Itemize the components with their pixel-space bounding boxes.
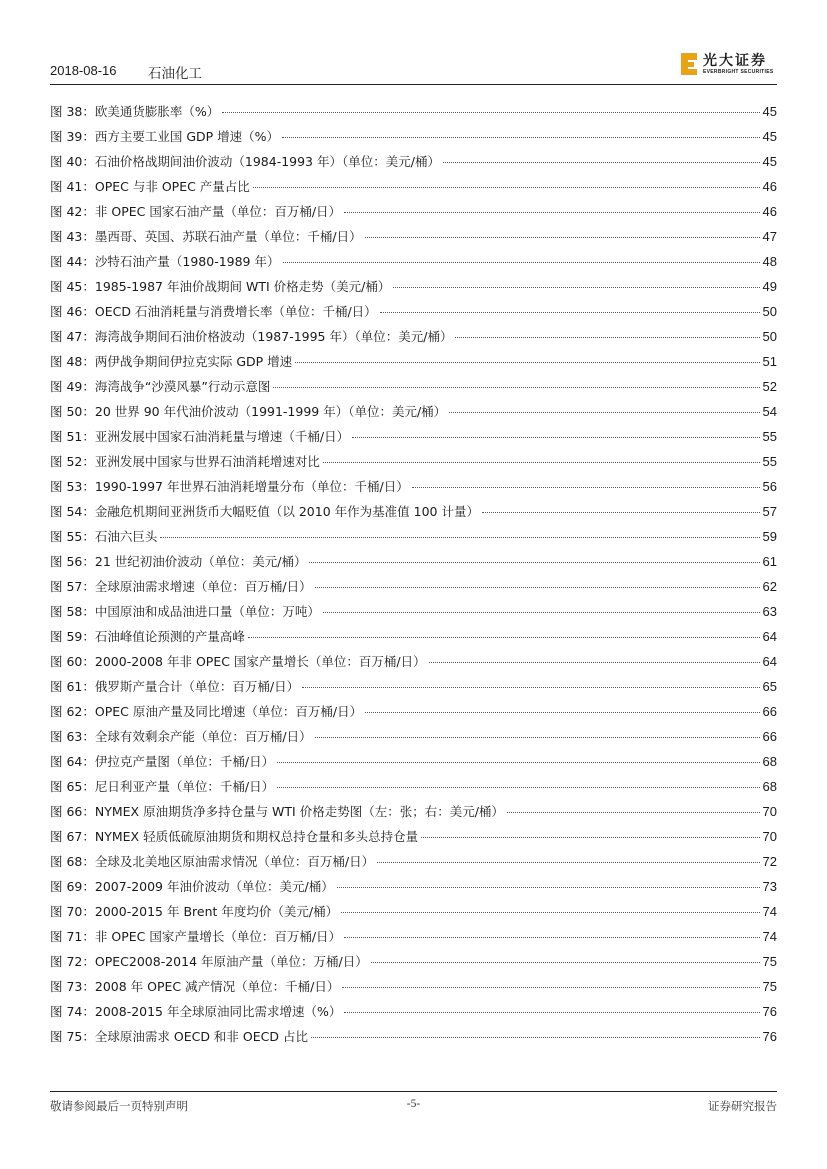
toc-entry-label: 图 71：非 OPEC 国家产量增长（单位：百万桶/日） <box>50 929 342 944</box>
toc-dot-leader <box>344 212 759 213</box>
toc-entry-label: 图 54：金融危机期间亚洲货币大幅贬值（以 2010 年作为基准值 100 计量） <box>50 504 479 519</box>
toc-entry-page: 75 <box>762 979 777 994</box>
page-header <box>50 53 777 82</box>
footer-divider <box>50 1091 777 1092</box>
toc-entry[interactable] <box>50 652 777 677</box>
toc-entry[interactable] <box>50 777 777 802</box>
toc-entry-page: 70 <box>762 804 777 819</box>
toc-entry-label: 图 41：OPEC 与非 OPEC 产量占比 <box>50 179 250 194</box>
toc-entry-label: 图 56：21 世纪初油价波动（单位：美元/桶） <box>50 554 307 569</box>
toc-entry-label: 图 50：20 世界 90 年代油价波动（1991-1999 年）（单位：美元/桶） <box>50 404 447 419</box>
toc-entry-page: 61 <box>762 554 777 569</box>
toc-entry-page: 48 <box>762 254 777 269</box>
toc-entry-label: 图 69：2007-2009 年油价波动（单位：美元/桶） <box>50 879 334 894</box>
toc-entry-label: 图 70：2000-2015 年 Brent 年度均价（美元/桶） <box>50 904 339 919</box>
toc-entry-page: 74 <box>762 929 777 944</box>
toc-dot-leader <box>421 837 759 838</box>
toc-entry-label: 图 66：NYMEX 原油期货净多持仓量与 WTI 价格走势图（左：张；右：美元/桶） <box>50 804 504 819</box>
toc-entry[interactable] <box>50 1027 777 1052</box>
toc-entry-page: 72 <box>762 854 777 869</box>
toc-entry-label: 图 75：全球原油需求 OECD 和非 OECD 占比 <box>50 1029 308 1044</box>
toc-entry-label: 图 60：2000-2008 年非 OPEC 国家产量增长（单位：百万桶/日） <box>50 654 426 669</box>
toc-dot-leader <box>352 437 759 438</box>
toc-dot-leader <box>277 762 759 763</box>
toc-entry-page: 64 <box>762 654 777 669</box>
toc-entry-label: 图 62：OPEC 原油产量及同比增速（单位：百万桶/日） <box>50 704 363 719</box>
toc-entry-page: 59 <box>762 529 777 544</box>
toc-entry-page: 55 <box>762 454 777 469</box>
toc-entry-label: 图 51：亚洲发展中国家石油消耗量与增速（千桶/日） <box>50 429 350 444</box>
toc-entry[interactable] <box>50 852 777 877</box>
toc-entry-page: 50 <box>762 329 777 344</box>
toc-dot-leader <box>337 887 760 888</box>
toc-entry-page: 68 <box>762 754 777 769</box>
toc-entry[interactable] <box>50 602 777 627</box>
toc-entry-label: 图 58：中国原油和成品油进口量（单位：万吨） <box>50 604 320 619</box>
toc-entry-page: 45 <box>762 104 777 119</box>
toc-entry-page: 47 <box>762 229 777 244</box>
toc-entry-page: 66 <box>762 729 777 744</box>
toc-dot-leader <box>253 187 760 188</box>
toc-dot-leader <box>344 1012 759 1013</box>
toc-entry-page: 64 <box>762 629 777 644</box>
toc-entry-page: 75 <box>762 954 777 969</box>
footer-page-number: -5- <box>406 1098 421 1110</box>
toc-entry[interactable] <box>50 177 777 202</box>
toc-entry-label: 图 45：1985-1987 年油价战期间 WTI 价格走势（美元/桶） <box>50 279 391 294</box>
toc-entry-page: 66 <box>762 704 777 719</box>
toc-entry[interactable] <box>50 727 777 752</box>
header-divider <box>50 84 777 85</box>
report-sector: 石油化工 <box>148 66 202 82</box>
toc-entry-label: 图 59：石油峰值论预测的产量高峰 <box>50 629 245 644</box>
footer-report-type: 证券研究报告 <box>708 1099 777 1113</box>
toc-entry-page: 49 <box>762 279 777 294</box>
toc-entry-page: 52 <box>762 379 777 394</box>
toc-entry-page: 76 <box>762 1004 777 1019</box>
toc-entry-page: 56 <box>762 479 777 494</box>
toc-dot-leader <box>323 462 760 463</box>
toc-entry-label: 图 42：非 OPEC 国家石油产量（单位：百万桶/日） <box>50 204 342 219</box>
logo-chinese-name: 光大证券 <box>703 53 767 69</box>
toc-entry-label: 图 52：亚洲发展中国家与世界石油消耗增速对比 <box>50 454 320 469</box>
toc-entry[interactable] <box>50 577 777 602</box>
toc-entry[interactable] <box>50 627 777 652</box>
toc-entry-page: 68 <box>762 779 777 794</box>
toc-dot-leader <box>273 387 759 388</box>
toc-entry-label: 图 74：2008-2015 年全球原油同比需求增速（%） <box>50 1004 342 1019</box>
toc-entry-label: 图 46：OECD 石油消耗量与消费增长率（单位：千桶/日） <box>50 304 377 319</box>
toc-entry[interactable] <box>50 502 777 527</box>
toc-dot-leader <box>344 937 759 938</box>
toc-dot-leader <box>412 487 760 488</box>
toc-entry[interactable] <box>50 527 777 552</box>
toc-dot-leader <box>160 537 759 538</box>
toc-entry-label: 图 63：全球有效剩余产能（单位：百万桶/日） <box>50 729 312 744</box>
toc-entry[interactable] <box>50 302 777 327</box>
toc-dot-leader <box>222 112 759 113</box>
toc-entry-page: 45 <box>762 154 777 169</box>
toc-entry-label: 图 53：1990-1997 年世界石油消耗增量分布（单位：千桶/日） <box>50 479 409 494</box>
toc-entry-label: 图 47：海湾战争期间石油价格波动（1987-1995 年）（单位：美元/桶） <box>50 329 453 344</box>
toc-dot-leader <box>377 862 759 863</box>
toc-dot-leader <box>323 612 760 613</box>
toc-entry-label: 图 48：两伊战争期间伊拉克实际 GDP 增速 <box>50 354 293 369</box>
toc-dot-leader <box>277 787 759 788</box>
toc-dot-leader <box>455 337 759 338</box>
toc-entry[interactable] <box>50 902 777 927</box>
toc-entry-label: 图 55：石油六巨头 <box>50 529 158 544</box>
toc-entry[interactable] <box>50 927 777 952</box>
toc-dot-leader <box>380 312 760 313</box>
toc-dot-leader <box>295 362 759 363</box>
toc-dot-leader <box>393 287 759 288</box>
toc-entry[interactable] <box>50 352 777 377</box>
toc-entry-page: 65 <box>762 679 777 694</box>
toc-dot-leader <box>302 687 759 688</box>
toc-entry-page: 46 <box>762 204 777 219</box>
toc-entry[interactable] <box>50 427 777 452</box>
toc-entry[interactable] <box>50 152 777 177</box>
toc-entry-label: 图 44：沙特石油产量（1980-1989 年） <box>50 254 280 269</box>
toc-entry[interactable] <box>50 877 777 902</box>
logo-english-name: EVERBRIGHT SECURITIES <box>703 69 774 75</box>
toc-entry[interactable] <box>50 202 777 227</box>
toc-dot-leader <box>342 987 759 988</box>
toc-entry-page: 57 <box>762 504 777 519</box>
toc-entry-label: 图 64：伊拉克产量图（单位：千桶/日） <box>50 754 275 769</box>
toc-entry-label: 图 65：尼日利亚产量（单位：千桶/日） <box>50 779 275 794</box>
toc-entry-page: 51 <box>762 354 777 369</box>
toc-entry[interactable] <box>50 227 777 252</box>
toc-entry-page: 55 <box>762 429 777 444</box>
toc-dot-leader <box>315 737 760 738</box>
report-date: 2018-08-16 <box>50 63 117 78</box>
toc-entry[interactable] <box>50 752 777 777</box>
toc-entry-label: 图 43：墨西哥、英国、苏联石油产量（单位：千桶/日） <box>50 229 362 244</box>
toc-entry-label: 图 72：OPEC2008-2014 年原油产量（单位：万桶/日） <box>50 954 368 969</box>
toc-dot-leader <box>365 712 759 713</box>
toc-entry[interactable] <box>50 977 777 1002</box>
toc-entry-label: 图 61：俄罗斯产量合计（单位：百万桶/日） <box>50 679 300 694</box>
toc-entry-page: 74 <box>762 904 777 919</box>
toc-entry-label: 图 39：西方主要工业国 GDP 增速（%） <box>50 129 280 144</box>
toc-dot-leader <box>365 237 760 238</box>
toc-entry[interactable] <box>50 1002 777 1027</box>
toc-entry-page: 46 <box>762 179 777 194</box>
toc-dot-leader <box>282 137 759 138</box>
toc-dot-leader <box>311 1037 760 1038</box>
figure-list <box>50 102 777 1052</box>
toc-dot-leader <box>309 562 759 563</box>
everbright-logo-icon <box>681 53 697 75</box>
toc-dot-leader <box>248 637 760 638</box>
toc-entry[interactable] <box>50 252 777 277</box>
toc-dot-leader <box>371 962 760 963</box>
toc-entry[interactable] <box>50 327 777 352</box>
page-footer <box>50 1098 777 1116</box>
toc-dot-leader <box>482 512 760 513</box>
toc-entry[interactable] <box>50 952 777 977</box>
toc-entry-label: 图 49：海湾战争“沙漠风暴”行动示意图 <box>50 379 271 394</box>
toc-entry[interactable] <box>50 552 777 577</box>
toc-entry-page: 54 <box>762 404 777 419</box>
toc-entry[interactable] <box>50 802 777 827</box>
toc-entry-page: 73 <box>762 879 777 894</box>
toc-dot-leader <box>429 662 760 663</box>
toc-dot-leader <box>507 812 760 813</box>
toc-entry-page: 62 <box>762 579 777 594</box>
toc-entry-label: 图 68：全球及北美地区原油需求情况（单位：百万桶/日） <box>50 854 375 869</box>
toc-entry-label: 图 40：石油价格战期间油价波动（1984-1993 年）（单位：美元/桶） <box>50 154 440 169</box>
toc-entry[interactable] <box>50 827 777 852</box>
toc-entry-page: 70 <box>762 829 777 844</box>
toc-dot-leader <box>283 262 760 263</box>
toc-dot-leader <box>443 162 760 163</box>
toc-entry-label: 图 38：欧美通货膨胀率（%） <box>50 104 220 119</box>
toc-dot-leader <box>449 412 759 413</box>
toc-entry-label: 图 73：2008 年 OPEC 减产情况（单位：千桶/日） <box>50 979 340 994</box>
toc-entry-page: 63 <box>762 604 777 619</box>
toc-entry[interactable] <box>50 677 777 702</box>
toc-entry[interactable] <box>50 477 777 502</box>
toc-dot-leader <box>315 587 760 588</box>
toc-entry-label: 图 67：NYMEX 轻质低硫原油期货和期权总持仓量和多头总持仓量 <box>50 829 419 844</box>
toc-entry[interactable] <box>50 702 777 727</box>
toc-entry[interactable] <box>50 102 777 127</box>
toc-entry[interactable] <box>50 127 777 152</box>
toc-entry[interactable] <box>50 452 777 477</box>
everbright-logo <box>681 50 777 80</box>
toc-entry-page: 45 <box>762 129 777 144</box>
toc-entry-page: 76 <box>762 1029 777 1044</box>
footer-disclaimer: 敬请参阅最后一页特别声明 <box>50 1099 188 1113</box>
toc-entry-page: 50 <box>762 304 777 319</box>
toc-entry-label: 图 57：全球原油需求增速（单位：百万桶/日） <box>50 579 312 594</box>
toc-entry[interactable] <box>50 277 777 302</box>
toc-entry[interactable] <box>50 402 777 427</box>
toc-dot-leader <box>341 912 759 913</box>
toc-entry[interactable] <box>50 377 777 402</box>
